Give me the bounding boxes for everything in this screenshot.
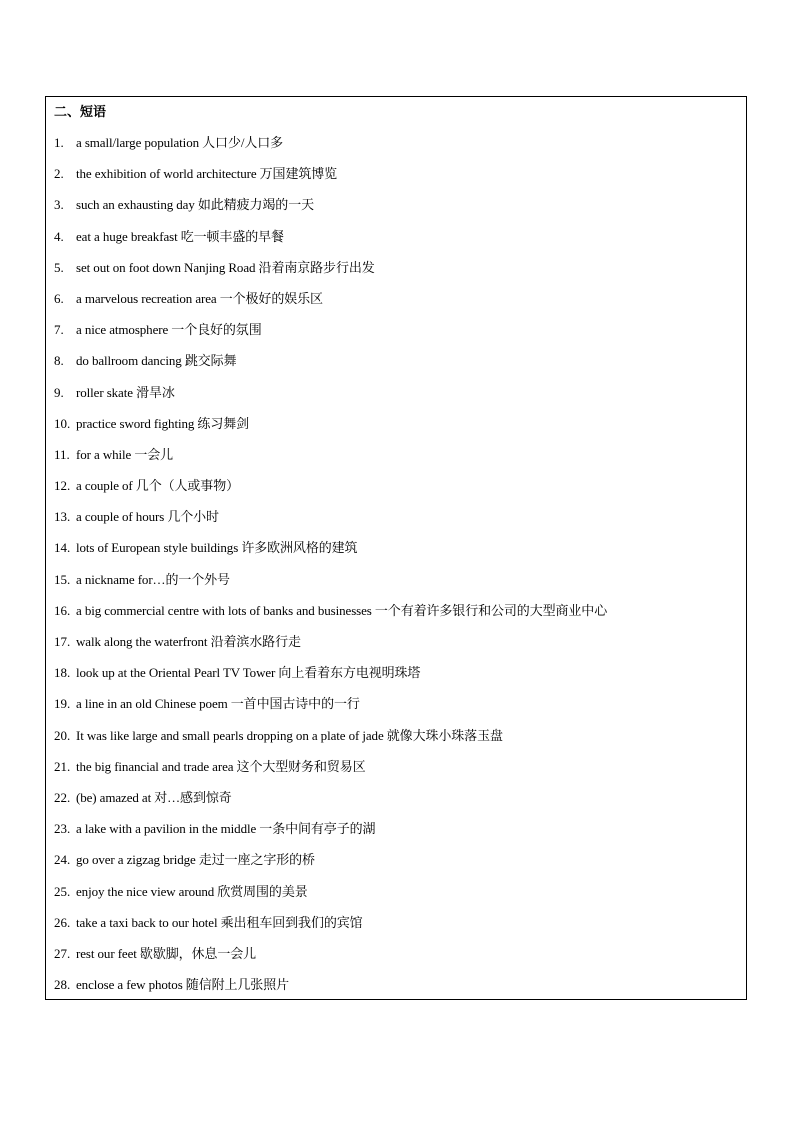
phrase-item: [54, 976, 607, 1007]
phrase-number: 12.: [54, 478, 71, 494]
phrase-number: 18.: [54, 665, 71, 681]
phrase-number: 19.: [54, 696, 71, 712]
phrase-number: 26.: [54, 914, 71, 930]
phrase-number: 4.: [54, 228, 64, 244]
phrase-text: a line in an old Chinese poem 一首中国古诗中的一行: [76, 696, 360, 712]
phrase-item: [54, 602, 607, 633]
phrase-item: [54, 789, 607, 820]
phrase-item: [54, 695, 607, 726]
phrase-number: 10.: [54, 415, 71, 431]
phrase-text: practice sword fighting 练习舞剑: [76, 415, 250, 431]
phrase-text: a nickname for…的一个外号: [76, 571, 230, 587]
phrase-number: 6.: [54, 290, 64, 306]
phrase-text: look up at the Oriental Pearl TV Tower 向上看着东方电视明珠塔: [76, 665, 421, 681]
phrase-text: (be) amazed at 对…感到惊奇: [76, 789, 232, 805]
phrase-item: [54, 321, 607, 352]
phrase-text: the big financial and trade area 这个大型财务和贸易区: [76, 758, 366, 774]
phrase-item: [54, 727, 607, 758]
phrase-number: 25.: [54, 883, 71, 899]
phrase-item: [54, 758, 607, 789]
phrase-text: roller skate 滑旱冰: [76, 384, 175, 400]
phrase-item: [54, 196, 607, 227]
phrase-text: a small/large population 人口少/人口多: [76, 135, 284, 150]
phrase-item: [54, 851, 607, 882]
phrase-number: 14.: [54, 540, 71, 556]
section-heading: 二、短语: [54, 105, 107, 120]
phrase-number: 11.: [54, 446, 70, 462]
phrase-number: 28.: [54, 977, 71, 993]
phrase-text: go over a zigzag bridge 走过一座之字形的桥: [76, 852, 315, 868]
phrase-item: [54, 384, 607, 415]
phrases-box: [45, 96, 747, 1000]
phrase-number: 17.: [54, 634, 71, 649]
phrase-item: [54, 914, 607, 945]
phrase-number: 1.: [54, 135, 64, 150]
phrase-text: set out on foot down Nanjing Road 沿着南京路步行出发: [76, 259, 375, 275]
phrase-text: a lake with a pavilion in the middle 一条中间有亭子的湖: [76, 821, 376, 837]
phrase-item: [54, 259, 607, 290]
phrase-item: [54, 446, 607, 477]
phrase-item: [54, 571, 607, 602]
phrase-item: [54, 477, 607, 508]
phrase-item: [54, 352, 607, 383]
phrase-number: 7.: [54, 322, 64, 338]
phrase-text: a marvelous recreation area 一个极好的娱乐区: [76, 290, 323, 306]
phrase-number: 3.: [54, 197, 64, 213]
phrase-item: [54, 508, 607, 539]
phrase-number: 16.: [54, 602, 71, 618]
phrase-number: 15.: [54, 571, 71, 587]
phrase-number: 9.: [54, 384, 64, 400]
phrase-item: [54, 228, 607, 259]
phrase-number: 2.: [54, 166, 64, 182]
phrase-item: [54, 820, 607, 851]
phrase-text: rest our feet 歇歇脚，休息一会儿: [76, 945, 257, 961]
phrase-text: It was like large and small pearls dropping on a plate of jade 就像大珠小珠落玉盘: [76, 727, 503, 743]
phrase-text: lots of European style buildings 许多欧洲风格的建筑: [76, 540, 358, 556]
phrase-text: such an exhausting day 如此精疲力竭的一天: [76, 197, 314, 213]
phrase-text: a big commercial centre with lots of banks and businesses 一个有着许多银行和公司的大型商业中心: [76, 602, 608, 618]
phrase-text: the exhibition of world architecture 万国建筑博览: [76, 166, 338, 182]
phrase-number: 24.: [54, 852, 71, 868]
phrase-text: walk along the waterfront 沿着滨水路行走: [76, 634, 301, 649]
phrase-number: 5.: [54, 259, 64, 275]
phrase-text: take a taxi back to our hotel 乘出租车回到我们的宾馆: [76, 914, 363, 930]
phrase-item: [54, 415, 607, 446]
phrase-text: for a while 一会儿: [76, 446, 174, 462]
phrase-text: enclose a few photos 随信附上几张照片: [76, 977, 290, 993]
phrase-text: do ballroom dancing 跳交际舞: [76, 353, 237, 369]
phrase-number: 23.: [54, 821, 71, 837]
phrase-number: 22.: [54, 789, 71, 805]
phrase-text: enjoy the nice view around 欣赏周围的美景: [76, 883, 308, 899]
phrase-item: [54, 134, 607, 165]
phrase-item: [54, 945, 607, 976]
phrase-item: [54, 633, 607, 664]
phrase-number: 8.: [54, 353, 64, 369]
phrase-list: [54, 134, 607, 1007]
phrase-text: eat a huge breakfast 吃一顿丰盛的早餐: [76, 228, 284, 244]
phrase-item: [54, 539, 607, 570]
phrase-number: 27.: [54, 945, 71, 961]
phrase-text: a couple of hours 几个小时: [76, 509, 219, 525]
phrase-number: 13.: [54, 509, 71, 525]
phrase-item: [54, 165, 607, 196]
phrase-item: [54, 883, 607, 914]
phrase-number: 20.: [54, 727, 71, 743]
phrase-item: [54, 290, 607, 321]
phrase-item: [54, 664, 607, 695]
phrase-number: 21.: [54, 758, 71, 774]
phrase-text: a nice atmosphere 一个良好的氛围: [76, 322, 262, 338]
phrase-text: a couple of 几个（人或事物）: [76, 478, 240, 494]
